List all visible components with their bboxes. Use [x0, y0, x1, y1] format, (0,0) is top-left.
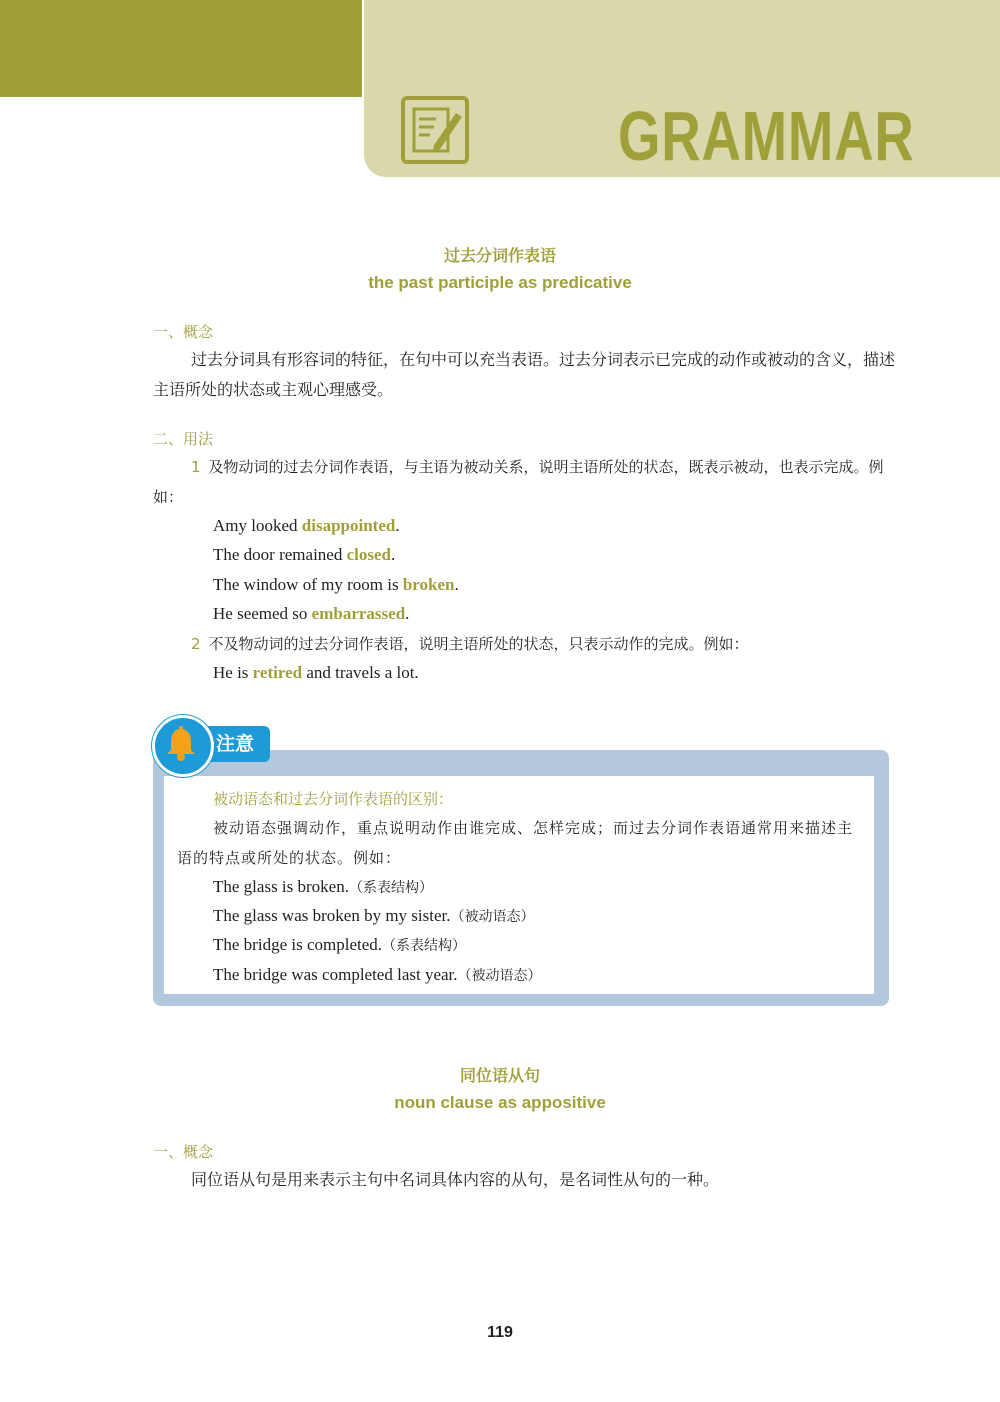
- section2-concept-text: 同位语从句是用来表示主句中名词具体内容的从句，是名词性从句的一种。: [191, 1170, 720, 1189]
- section2-concept-heading: 一、概念: [153, 1143, 214, 1161]
- usage-item-2-text: 不及物动词的过去分词作表语，说明主语所处的状态，只表示动作的完成。例如：: [208, 635, 749, 653]
- section1-usage-heading: 二、用法: [153, 430, 214, 448]
- highlighted-word: broken: [402, 575, 455, 594]
- note-example: The bridge is completed.（系表结构）: [213, 935, 467, 954]
- example-sentence: The door remained closed.: [213, 545, 396, 564]
- section1-concept-text: 过去分词具有形容词的特征，在句中可以充当表语。过去分词表示已完成的动作或被动的含义，描述主语所处的状态或主观心理感受。: [153, 350, 896, 399]
- note-example: The glass is broken.（系表结构）: [213, 877, 433, 896]
- page-number: 119: [487, 1324, 513, 1341]
- usage-item-2: [153, 629, 895, 659]
- highlighted-word: embarrassed: [311, 604, 406, 623]
- example-sentence: Amy looked disappointed.: [213, 516, 400, 535]
- example-sentence: The window of my room is broken.: [213, 575, 459, 594]
- example-sentence: He is retired and travels a lot.: [213, 663, 419, 682]
- usage-item-1: [153, 452, 895, 512]
- header-band-left: [0, 0, 362, 97]
- section2-title-zh: 同位语从句: [459, 1066, 540, 1085]
- note-example: The bridge was completed last year.（被动语态）: [213, 965, 542, 984]
- notepad-pencil-icon: [400, 95, 470, 165]
- note-title: 被动语态和过去分词作表语的区别：: [213, 790, 454, 808]
- example-sentence: He seemed so embarrassed.: [213, 604, 410, 623]
- note-text: 被动语态强调动作，重点说明动作由谁完成、怎样完成；而过去分词作表语通常用来描述主语的特点或所处的状态。例如：: [177, 819, 854, 867]
- usage-item-1-text: 及物动词的过去分词作表语，与主语为被动关系，说明主语所处的状态，既表示被动，也表示完成。例如：: [153, 458, 884, 506]
- note-tab-label: 注意: [216, 733, 255, 755]
- bell-icon: [164, 726, 198, 762]
- header-title: GRAMMAR: [618, 97, 915, 175]
- section1-title-en: the past participle as predicative: [368, 273, 632, 292]
- section2-title-en: noun clause as appositive: [394, 1093, 606, 1112]
- usage-item-2-number: 2: [191, 635, 201, 653]
- section1-title-zh: 过去分词作表语: [443, 246, 556, 265]
- highlighted-word: disappointed: [301, 516, 396, 535]
- highlighted-word: closed: [346, 545, 391, 564]
- highlighted-word: retired: [252, 663, 303, 682]
- section1-concept-heading: 一、概念: [153, 323, 214, 341]
- note-example: The glass was broken by my sister.（被动语态）: [213, 906, 535, 925]
- usage-item-1-number: 1: [191, 458, 201, 476]
